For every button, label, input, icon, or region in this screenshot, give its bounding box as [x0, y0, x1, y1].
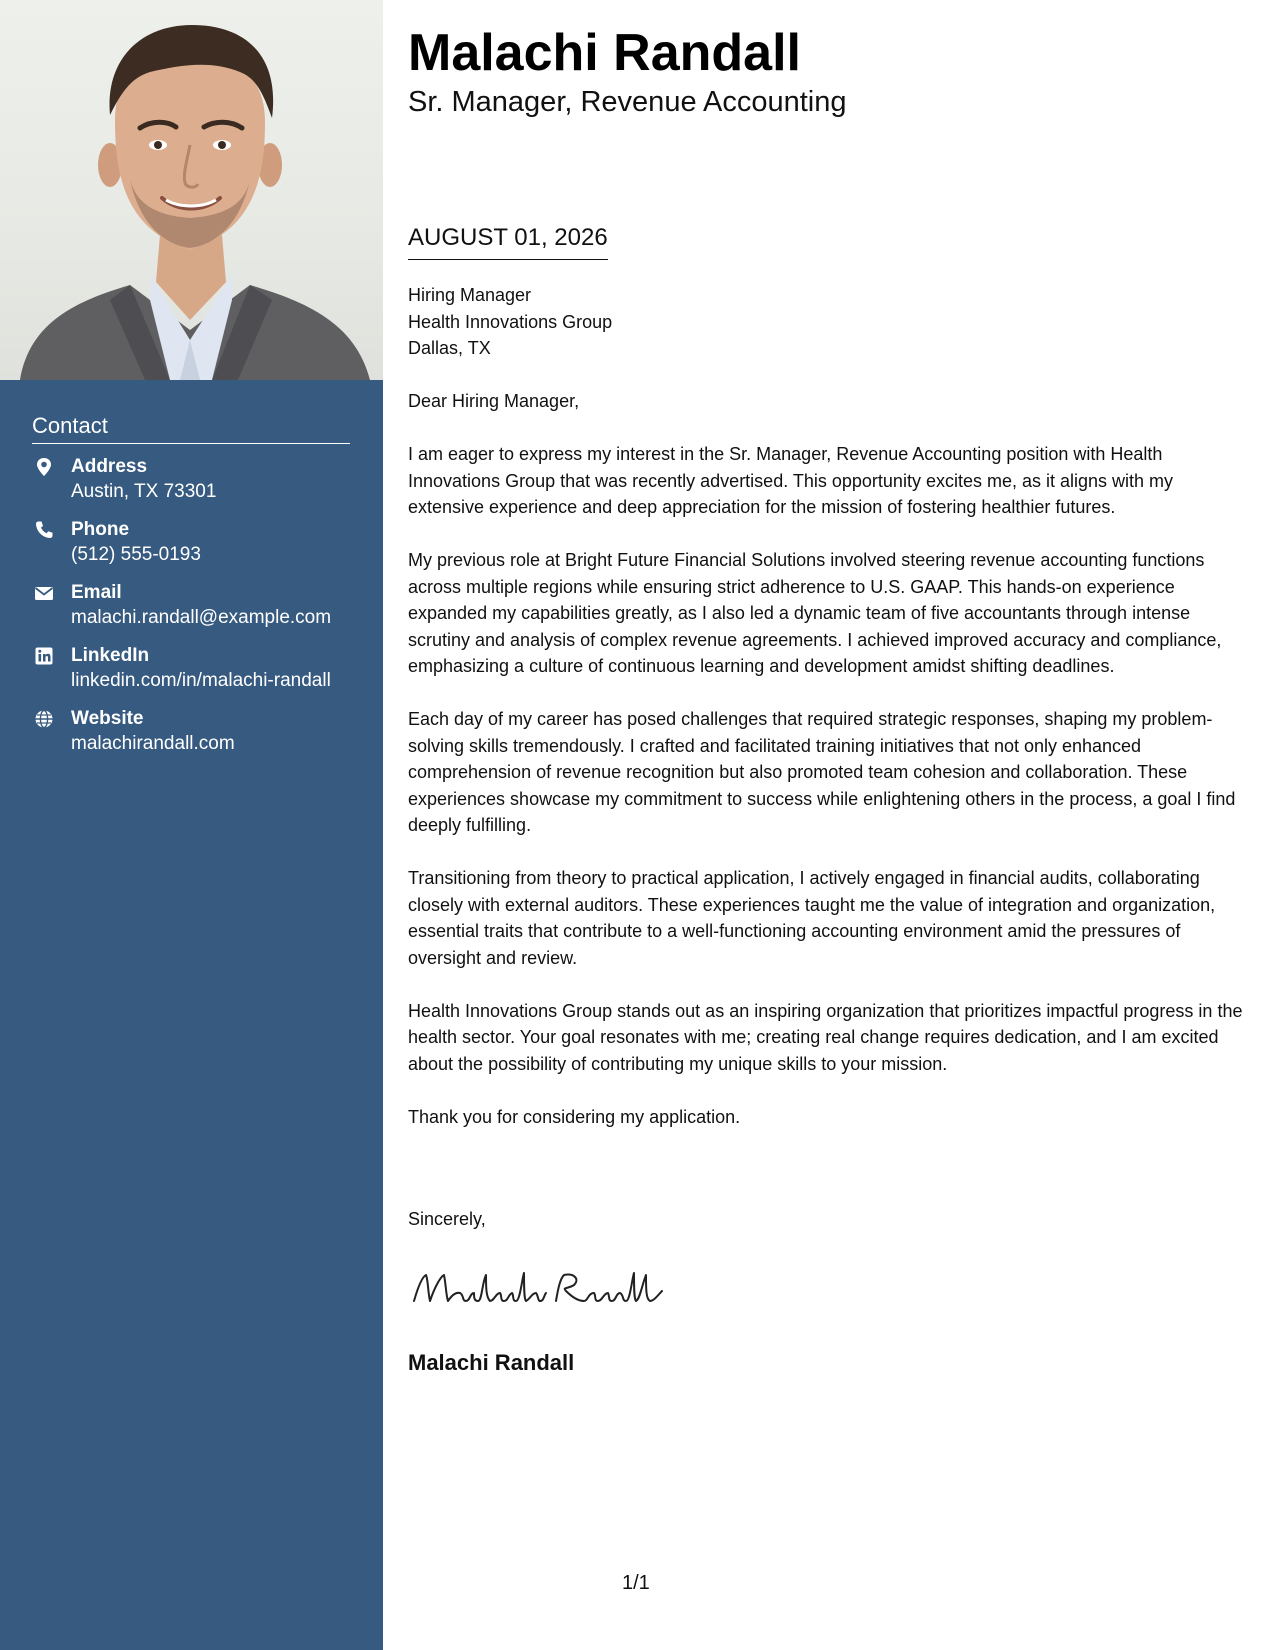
paragraph: My previous role at Bright Future Financial Solutions involved steering revenue accounting functions across multiple regions while ensuring strict adherence to U.S. GAAP. This hands-on experience expanded my capabilities greatly, as I also led a dynamic team of five accountants through intense scrutiny and analysis of complex revenue agreements. I achieved improved accuracy and compliance, emphasizing a culture of continuous learning and development amidst shifting deadlines. [408, 550, 1222, 676]
map-pin-icon [34, 457, 54, 477]
contact-section [32, 412, 350, 769]
recipient-block [408, 282, 612, 362]
address-label: Address [71, 456, 148, 477]
linkedin-icon [34, 646, 54, 666]
letter-text [408, 388, 1248, 1157]
applicant-name: Malachi Randall [408, 24, 801, 82]
contact-item-phone [32, 517, 350, 567]
contact-item-address [32, 454, 350, 504]
contact-item-email [32, 580, 350, 630]
email-label: Email [71, 582, 122, 603]
linkedin-value[interactable]: linkedin.com/in/malachi-randall [71, 670, 331, 691]
portrait-illustration [0, 0, 383, 380]
signer-name: Malachi Randall [408, 1350, 575, 1375]
applicant-job-title: Sr. Manager, Revenue Accounting [408, 86, 847, 118]
recipient-line: Hiring Manager [408, 285, 532, 305]
phone-icon [34, 520, 54, 540]
phone-label: Phone [71, 519, 130, 540]
salutation: Dear Hiring Manager, [408, 391, 580, 411]
address-value: Austin, TX 73301 [71, 481, 217, 502]
email-value[interactable]: malachi.randall@example.com [71, 607, 332, 628]
website-label: Website [71, 708, 144, 729]
handwritten-signature [408, 1265, 668, 1311]
contact-item-linkedin [32, 643, 350, 693]
linkedin-label: LinkedIn [71, 645, 150, 666]
recipient-line: Dallas, TX [408, 338, 491, 358]
closing: Sincerely, [408, 1209, 486, 1229]
paragraph: I am eager to express my interest in the Sr. Manager, Revenue Accounting position with Health Innovations Group that was recently advertised. This opportunity excites me, as it aligns with my extensive experience and deep appreciation for the mission of fostering healthier futures. [408, 444, 1174, 517]
website-value[interactable]: malachirandall.com [71, 733, 235, 754]
phone-value[interactable]: (512) 555-0193 [71, 544, 201, 565]
paragraph: Health Innovations Group stands out as an inspiring organization that prioritizes impactful progress in the health sector. Your goal resonates with me; creating real change requires dedication, and I am excited about the possibility of contributing my unique skills to your mission. [408, 1000, 1243, 1074]
letter-date: AUGUST 01, 2026 [408, 222, 608, 260]
paragraph: Thank you for considering my application. [408, 1106, 741, 1127]
paragraph: Each day of my career has posed challenges that required strategic responses, shaping my problem-solving skills tremendously. I crafted and facilitated training initiatives that not only enhanced comprehension of revenue recognition but also promoted team cohesion and collaboration. These experiences showcase my commitment to success while enlightening others in the process, a goal I find deeply fulfilling. [408, 709, 1236, 835]
page-number: 1/1 [622, 1572, 650, 1594]
paragraph: Transitioning from theory to practical application, I actively engaged in financial audits, collaborating closely with external auditors. These experiences taught me the value of integration and organization, essential traits that contribute to a well-functioning accounting environment amid the pressures of oversight and review. [408, 868, 1216, 968]
profile-photo [0, 0, 383, 380]
recipient-line: Health Innovations Group [408, 311, 613, 332]
envelope-icon [34, 583, 54, 603]
contact-item-website [32, 706, 350, 756]
contact-heading: Contact [32, 412, 350, 444]
globe-icon [34, 709, 54, 729]
sidebar [0, 0, 383, 1650]
